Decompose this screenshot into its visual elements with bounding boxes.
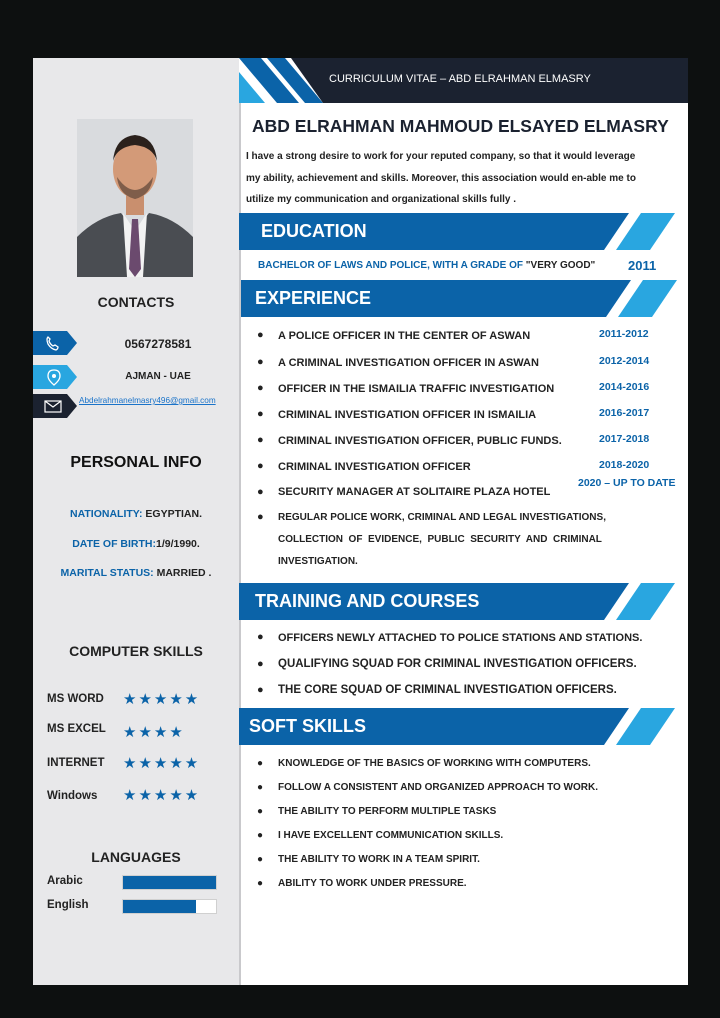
experience-years: 2020 – UP TO DATE xyxy=(578,477,676,489)
nationality xyxy=(33,508,239,520)
soft-skill-item: I HAVE EXCELLENT COMMUNICATION SKILLS. xyxy=(278,830,504,841)
bullet: ● xyxy=(257,408,264,420)
experience-years: 2011-2012 xyxy=(599,328,649,340)
cv-title-bar xyxy=(239,58,688,103)
star-rating: ★★★★ xyxy=(123,724,185,741)
location-tab xyxy=(33,365,77,389)
bullet: ● xyxy=(257,329,264,341)
experience-section-header xyxy=(241,280,681,317)
cv-title: CURRICULUM VITAE – ABD ELRAHMAN ELMASRY xyxy=(329,73,591,85)
summary xyxy=(246,146,676,211)
language-name: English xyxy=(47,899,89,911)
experience-years: 2016-2017 xyxy=(599,407,650,419)
bullet: ● xyxy=(257,830,264,841)
bullet: ● xyxy=(257,854,264,865)
profile-photo xyxy=(77,119,193,277)
star-rating: ★★★★★ xyxy=(123,787,201,804)
phone-number[interactable]: 0567278581 xyxy=(124,337,192,351)
experience-years: 2014-2016 xyxy=(599,381,650,393)
bullet: ● xyxy=(257,658,264,670)
marital-label: MARITAL STATUS: xyxy=(60,567,157,579)
summary-line: utilize my communication and organizational skills fully . xyxy=(246,194,517,205)
star-rating: ★★★★★ xyxy=(123,755,201,772)
soft-skill-item: FOLLOW A CONSISTENT AND ORGANIZED APPROACH TO WORK. xyxy=(278,782,598,793)
education-degree xyxy=(258,260,595,271)
experience-item: CRIMINAL INVESTIGATION OFFICER IN ISMAILIA xyxy=(278,409,537,421)
language-level-fill xyxy=(123,900,196,913)
bullet: ● xyxy=(257,806,264,817)
soft-skill-item: THE ABILITY TO PERFORM MULTIPLE TASKS xyxy=(278,806,497,817)
language-level-bar xyxy=(122,875,217,890)
bullet: ● xyxy=(257,878,264,889)
soft-skills-title: SOFT SKILLS xyxy=(249,716,366,736)
experience-item: CRIMINAL INVESTIGATION OFFICER xyxy=(278,461,471,473)
training-section-header xyxy=(239,583,679,620)
email-tab xyxy=(33,394,77,418)
bullet: ● xyxy=(257,382,264,394)
education-year: 2011 xyxy=(628,258,657,273)
nationality-value: EGYPTIAN. xyxy=(145,508,203,520)
skill-name: MS WORD xyxy=(47,693,104,705)
phone-tab xyxy=(33,331,77,355)
date-of-birth xyxy=(33,538,239,550)
duties-line: REGULAR POLICE WORK, CRIMINAL AND LEGAL INVESTIGATIONS, xyxy=(278,512,606,523)
skill-name: Windows xyxy=(47,790,98,802)
languages-heading: LANGUAGES xyxy=(91,849,181,865)
experience-item: A POLICE OFFICER IN THE CENTER OF ASWAN xyxy=(278,330,531,342)
bullet: ● xyxy=(257,434,264,446)
summary-line: I have a strong desire to work for your reputed company, so that it would leverage xyxy=(246,151,636,162)
soft-skill-item: KNOWLEDGE OF THE BASICS OF WORKING WITH COMPUTERS. xyxy=(278,758,591,769)
language-level-fill xyxy=(123,876,216,889)
experience-item: CRIMINAL INVESTIGATION OFFICER, PUBLIC FUNDS. xyxy=(278,435,562,447)
experience-years: 2012-2014 xyxy=(599,355,650,367)
bullet: ● xyxy=(257,356,264,368)
education-section-header xyxy=(239,213,679,250)
experience-item: OFFICER IN THE ISMAILIA TRAFFIC INVESTIGATION xyxy=(278,383,555,395)
dob-value: 1/9/1990. xyxy=(156,538,200,550)
experience-years: 2017-2018 xyxy=(599,433,650,445)
training-title: TRAINING AND COURSES xyxy=(255,591,480,611)
experience-item: SECURITY MANAGER AT SOLITAIRE PLAZA HOTEL xyxy=(278,486,551,498)
marital-value: MARRIED . xyxy=(156,567,212,579)
email-link[interactable]: Abdelrahmanelmasry496@gmail.com xyxy=(79,396,216,405)
location-text: AJMAN - UAE xyxy=(125,371,191,382)
skill-name: INTERNET xyxy=(47,757,105,769)
training-item: OFFICERS NEWLY ATTACHED TO POLICE STATIONS AND STATIONS. xyxy=(278,632,643,644)
dob-label: DATE OF BIRTH: xyxy=(72,538,156,550)
language-name: Arabic xyxy=(47,875,83,887)
training-item: THE CORE SQUAD OF CRIMINAL INVESTIGATION OFFICERS. xyxy=(278,684,617,696)
training-item: QUALIFYING SQUAD FOR CRIMINAL INVESTIGATION OFFICERS. xyxy=(278,658,637,670)
bullet: ● xyxy=(257,782,264,793)
education-title: EDUCATION xyxy=(261,221,367,241)
experience-years: 2018-2020 xyxy=(599,459,650,471)
soft-skills-section-header xyxy=(239,708,679,745)
skill-name: MS EXCEL xyxy=(47,723,106,735)
star-rating: ★★★★★ xyxy=(123,691,201,708)
full-name: ABD ELRAHMAN MAHMOUD ELSAYED ELMASRY xyxy=(252,116,669,136)
cv-page xyxy=(33,58,688,985)
bullet: ● xyxy=(257,486,264,498)
soft-skill-item: ABILITY TO WORK UNDER PRESSURE. xyxy=(278,878,467,889)
summary-line: my ability, achievement and skills. Moreover, this association would en-able me to xyxy=(246,172,636,184)
personal-info-heading: PERSONAL INFO xyxy=(70,454,202,471)
bullet: ● xyxy=(257,511,264,523)
computer-skills-heading: COMPUTER SKILLS xyxy=(69,643,203,659)
contacts-heading: CONTACTS xyxy=(97,294,175,310)
duties-line: INVESTIGATION. xyxy=(278,556,358,567)
language-level-bar xyxy=(122,899,217,914)
bullet: ● xyxy=(257,631,264,643)
duties-line: COLLECTION OF EVIDENCE, PUBLIC SECURITY AND CRIMINAL xyxy=(278,534,602,545)
bullet: ● xyxy=(257,684,264,696)
bullet: ● xyxy=(257,758,264,769)
degree-grade: "VERY GOOD" xyxy=(525,260,596,271)
degree-text: BACHELOR OF LAWS AND POLICE, WITH A GRADE OF xyxy=(258,260,526,271)
nationality-label: NATIONALITY: xyxy=(69,508,146,520)
bullet: ● xyxy=(257,460,264,472)
sidebar xyxy=(33,58,241,985)
experience-title: EXPERIENCE xyxy=(255,288,372,308)
soft-skill-item: THE ABILITY TO WORK IN A TEAM SPIRIT. xyxy=(278,854,480,865)
experience-item: A CRIMINAL INVESTIGATION OFFICER IN ASWAN xyxy=(278,357,539,369)
marital-status xyxy=(33,567,239,579)
